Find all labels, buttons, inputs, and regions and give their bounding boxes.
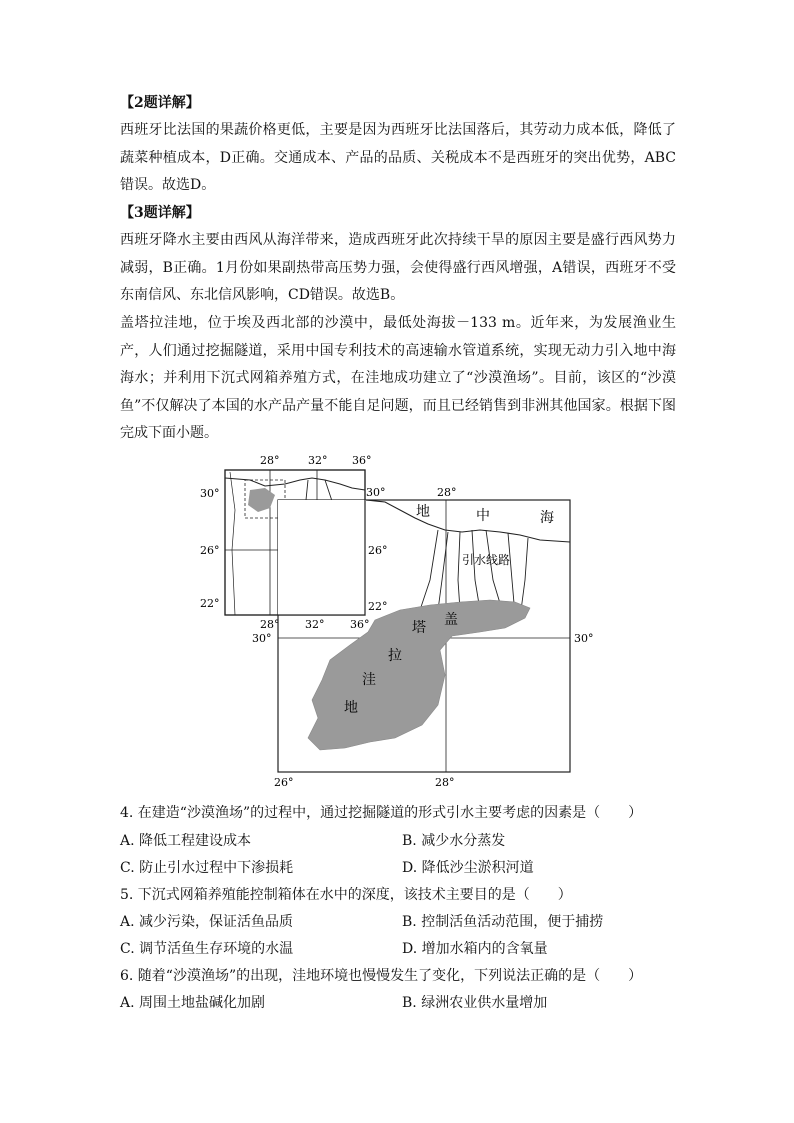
inset-lon-36: 36° — [352, 454, 372, 467]
main-lat-30-top: 30° — [366, 486, 386, 499]
question-5-option-b[interactable]: B. 控制活鱼活动范围，便于捕捞 — [402, 914, 604, 930]
route-line — [420, 530, 438, 610]
sea-label-3: 海 — [540, 510, 554, 526]
inset-lat-26: 26° — [200, 544, 220, 557]
depression-label-2: 塔 — [412, 620, 426, 636]
sea-label-1: 地 — [416, 504, 430, 520]
question-6-option-a[interactable]: A. 周围土地盐碱化加剧 — [120, 995, 266, 1011]
inset-lat-22: 22° — [200, 597, 220, 610]
question-5: 5. 下沉式网箱养殖能控制箱体在水中的深度，该技术主要目的是（ ） — [120, 887, 572, 903]
depression-label-1: 盖 — [444, 612, 458, 628]
section2-heading: 【2题详解】 — [120, 95, 200, 111]
depression-label-5: 地 — [344, 700, 358, 716]
question-6-option-b[interactable]: B. 绿洲农业供水量增加 — [402, 995, 548, 1011]
inset-lon-28-bottom: 28° — [260, 618, 280, 631]
question-5-option-d[interactable]: D. 增加水箱内的含氧量 — [402, 941, 548, 957]
question-6: 6. 随着“沙漠渔场”的出现，洼地环境也慢慢发生了变化，下列说法正确的是（ ） — [120, 968, 643, 984]
qattara-map — [190, 450, 610, 795]
section2-body: 西班牙比法国的果蔬价格更低，主要是因为西班牙比法国落后，其劳动力成本低，降低了蔬菜种植成本，D正确。交通成本、产品的品质、关税成本不是西班牙的突出优势，ABC错误。故选D。 — [120, 122, 676, 193]
main-lon-28-bottom: 28° — [435, 776, 455, 789]
question-4-option-a[interactable]: A. 降低工程建设成本 — [120, 833, 252, 849]
inset-lon-32: 32° — [308, 454, 328, 467]
main-lat-30-left: 30° — [252, 632, 272, 645]
depression-label-3: 拉 — [388, 648, 402, 664]
inset-lat-26-right: 26° — [368, 544, 388, 557]
main-lon-28-top: 28° — [437, 486, 457, 499]
depression-label-4: 洼 — [362, 672, 376, 688]
section3-body: 西班牙降水主要由西风从海洋带来，造成西班牙此次持续干旱的原因主要是盛行西风势力减弱，B正确。1月份如果副热带高压势力强，会使得盛行西风增强，A错误，西班牙不受东南信风、东北信风影响，CD错误。故选B。 — [120, 232, 676, 303]
question-5-option-a[interactable]: A. 减少污染，保证活鱼品质 — [120, 914, 294, 930]
inset-lon-36-bottom: 36° — [350, 618, 370, 631]
main-lon-26-bottom: 26° — [274, 776, 294, 789]
route-label: 引水线路 — [462, 553, 511, 567]
main-lat-30-right: 30° — [574, 632, 594, 645]
inset-lon-28: 28° — [260, 454, 280, 467]
question-4-option-d[interactable]: D. 降低沙尘淤积河道 — [402, 860, 534, 876]
question-4-option-c[interactable]: C. 防止引水过程中下渗损耗 — [120, 860, 294, 876]
inset-lat-22-right: 22° — [368, 600, 388, 613]
question-4-option-b[interactable]: B. 减少水分蒸发 — [402, 833, 506, 849]
intro-paragraph: 盖塔拉洼地，位于埃及西北部的沙漠中，最低处海拔－133 m。近年来，为发展渔业生产，人们通过挖掘隧道，采用中国专利技术的高速输水管道系统，实现无动力引入地中海海水；并利用下沉式网箱养殖方式，在洼地成功建立了“沙漠渔场”。目前，该区的“沙漠鱼”不仅解决了本国的水产品产量不能自足问题，而且已经销售到非洲其他国家。根据下图完成下面小题。 — [120, 315, 676, 441]
sea-label-2: 中 — [476, 508, 490, 524]
section3-heading: 【3题详解】 — [120, 205, 200, 221]
inset-lat-30: 30° — [200, 487, 220, 500]
question-5-option-c[interactable]: C. 调节活鱼生存环境的水温 — [120, 941, 294, 957]
inset-lon-32-bottom: 32° — [305, 618, 325, 631]
question-4: 4. 在建造“沙漠渔场”的过程中，通过挖掘隧道的形式引水主要考虑的因素是（ ） — [120, 805, 643, 821]
